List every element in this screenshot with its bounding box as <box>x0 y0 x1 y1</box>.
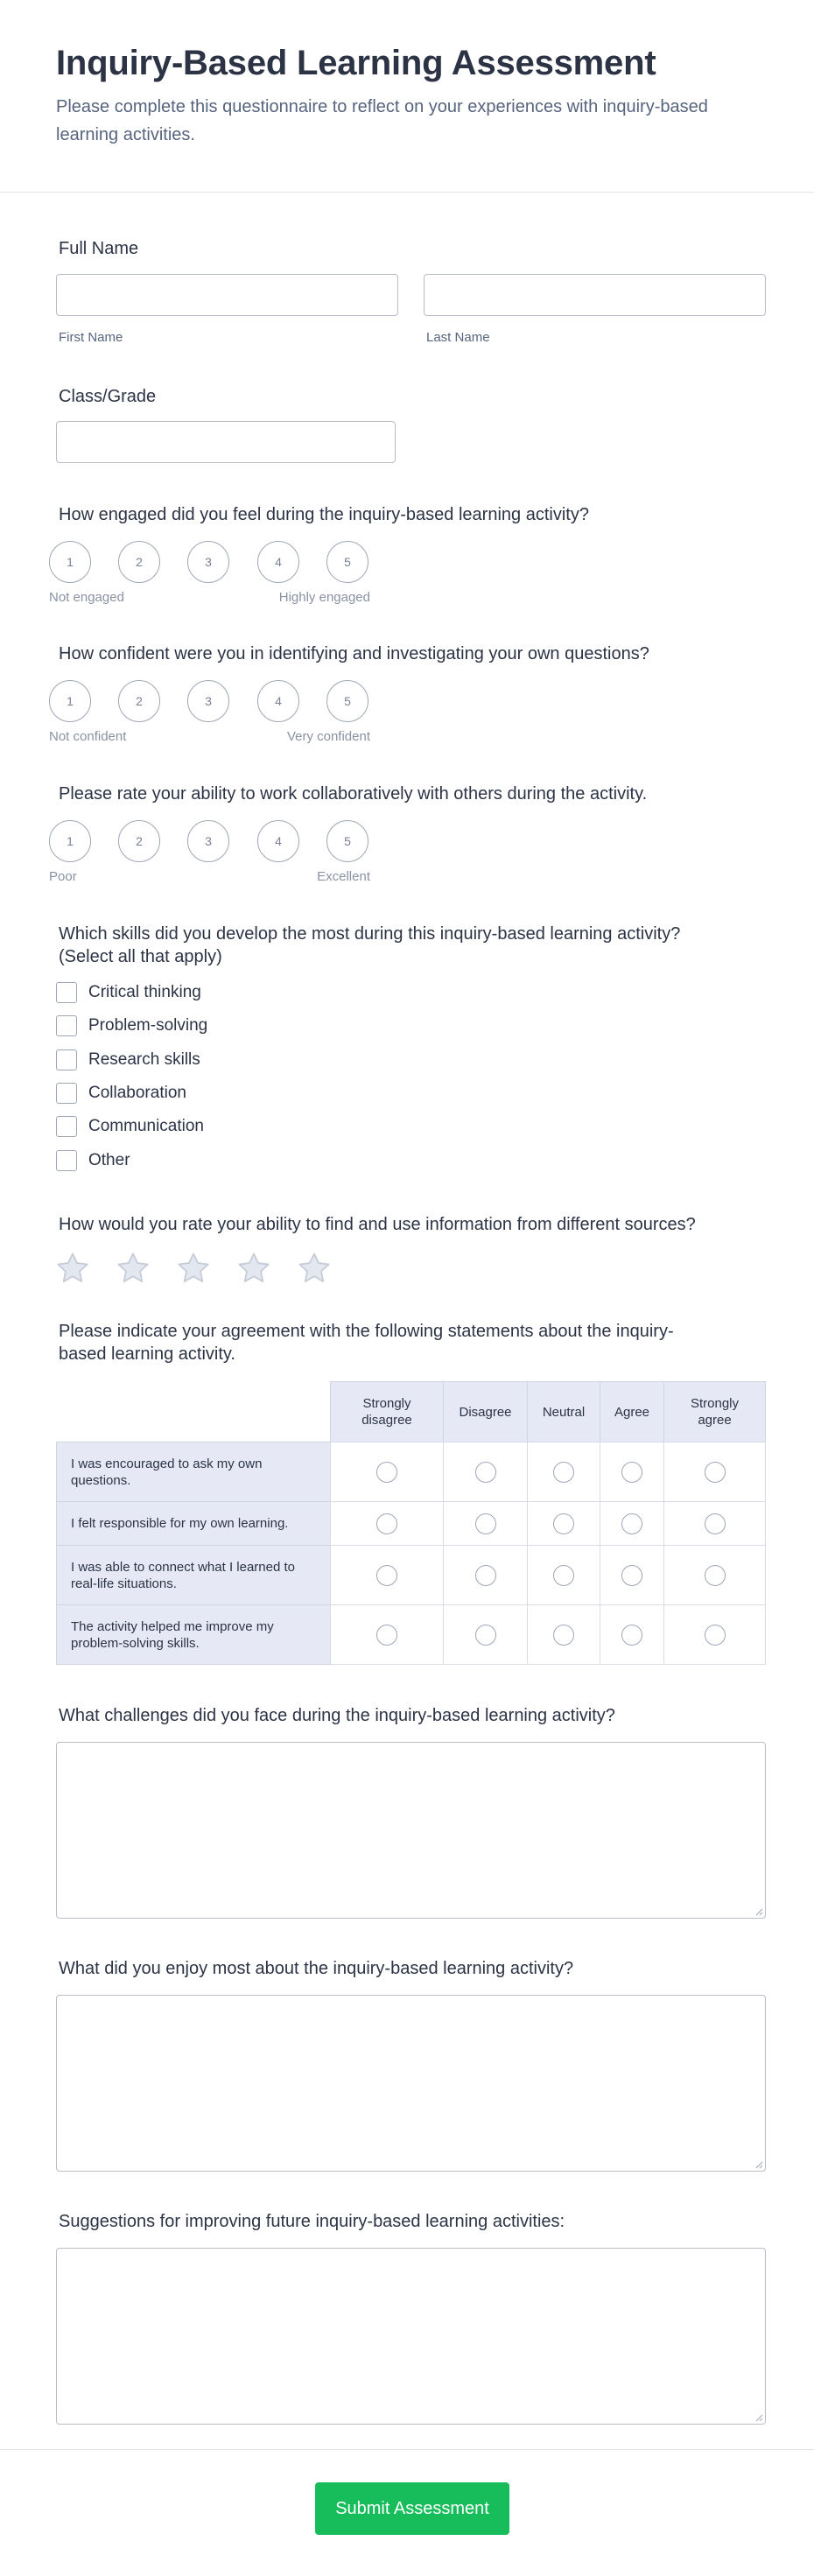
row-line-2: questions. <box>71 1472 131 1488</box>
engagement-option-2[interactable]: 2 <box>118 541 160 583</box>
matrix-radio[interactable] <box>621 1513 642 1534</box>
collaboration-low-label: Poor <box>49 869 77 884</box>
engagement-option-4[interactable]: 4 <box>257 541 299 583</box>
skills-question-line-1: Which skills did you develop the most during this inquiry-based learning activity? <box>59 924 681 944</box>
collaboration-option-4[interactable]: 4 <box>257 820 299 862</box>
matrix-column-strongly-disagree <box>330 1381 444 1442</box>
skills-question <box>59 923 680 968</box>
row-line-1: I was encouraged to ask my own <box>71 1456 263 1471</box>
checkbox-label: Problem-solving <box>88 1016 208 1035</box>
checkbox[interactable] <box>56 1116 77 1137</box>
checkbox-label: Research skills <box>88 1050 200 1069</box>
checkbox[interactable] <box>56 982 77 1003</box>
matrix-cell <box>443 1442 528 1502</box>
matrix-radio[interactable] <box>553 1513 574 1534</box>
skills-question-line-2: (Select all that apply) <box>59 947 222 966</box>
engagement-question: How engaged did you feel during the inquiry-based learning activity? <box>59 505 589 524</box>
matrix-cell <box>600 1501 664 1546</box>
checkbox-label: Other <box>88 1151 130 1169</box>
matrix-row-label <box>56 1442 331 1502</box>
checkbox[interactable] <box>56 1049 77 1070</box>
matrix-radio[interactable] <box>705 1513 726 1534</box>
resize-grip-icon[interactable] <box>754 2160 763 2169</box>
matrix-question <box>59 1320 674 1365</box>
collaboration-scale <box>49 820 382 890</box>
matrix-radio[interactable] <box>621 1625 642 1646</box>
collaboration-high-label: Excellent <box>317 869 370 884</box>
column-line-1: Agree <box>614 1404 650 1420</box>
column-line-1: Strongly <box>690 1396 740 1411</box>
star-icon[interactable] <box>54 1250 91 1287</box>
matrix-radio[interactable] <box>705 1625 726 1646</box>
class-grade-input[interactable] <box>56 421 396 463</box>
suggestions-textarea[interactable] <box>56 2248 766 2425</box>
matrix-radio[interactable] <box>705 1565 726 1586</box>
matrix-radio[interactable] <box>553 1625 574 1646</box>
checkbox-label: Communication <box>88 1117 204 1135</box>
form-subtitle: Please complete this questionnaire to reflect on your experiences with inquiry-based learning activities. <box>56 97 708 144</box>
confidence-option-5[interactable]: 5 <box>326 680 368 722</box>
matrix-radio[interactable] <box>376 1625 397 1646</box>
matrix-cell <box>663 1545 766 1605</box>
matrix-radio[interactable] <box>475 1625 496 1646</box>
last-name-input[interactable] <box>424 274 766 316</box>
row-line-1: I was able to connect what I learned to <box>71 1559 295 1575</box>
form-header <box>0 0 814 193</box>
checkbox[interactable] <box>56 1083 77 1104</box>
matrix-cell <box>443 1501 528 1546</box>
matrix-cell <box>600 1442 664 1502</box>
matrix-radio[interactable] <box>376 1513 397 1534</box>
collaboration-option-2[interactable]: 2 <box>118 820 160 862</box>
row-line-1: The activity helped me improve my <box>71 1618 274 1634</box>
checkbox[interactable] <box>56 1015 77 1036</box>
first-name-sublabel: First Name <box>59 330 123 345</box>
matrix-row-label <box>56 1545 331 1605</box>
matrix-column-disagree <box>443 1381 528 1442</box>
challenges-question: What challenges did you face during the inquiry-based learning activity? <box>59 1706 615 1725</box>
skill-option-critical-thinking[interactable] <box>56 982 406 1005</box>
engagement-scale <box>49 541 382 611</box>
matrix-question-line-1: Please indicate your agreement with the following statements about the inquiry- <box>59 1322 674 1341</box>
confidence-option-1[interactable]: 1 <box>49 680 91 722</box>
matrix-column-agree <box>600 1381 664 1442</box>
matrix-radio[interactable] <box>475 1565 496 1586</box>
matrix-cell <box>527 1604 600 1665</box>
matrix-radio[interactable] <box>553 1565 574 1586</box>
matrix-cell <box>527 1442 600 1502</box>
skill-option-other[interactable] <box>56 1150 406 1173</box>
full-name-label: Full Name <box>59 239 139 258</box>
matrix-radio[interactable] <box>376 1565 397 1586</box>
matrix-radio[interactable] <box>553 1462 574 1483</box>
challenges-textarea[interactable] <box>56 1742 766 1919</box>
confidence-low-label: Not confident <box>49 729 127 744</box>
star-icon[interactable] <box>296 1250 333 1287</box>
star-rating <box>54 1250 352 1288</box>
matrix-cell <box>443 1545 528 1605</box>
row-line-2: problem-solving skills. <box>71 1635 200 1651</box>
column-line-2: disagree <box>361 1413 412 1428</box>
collaboration-question: Please rate your ability to work collaboratively with others during the activity. <box>59 784 648 804</box>
matrix-cell <box>527 1501 600 1546</box>
matrix-cell <box>527 1545 600 1605</box>
resize-grip-icon[interactable] <box>754 2413 763 2422</box>
confidence-scale <box>49 680 382 750</box>
collaboration-option-5[interactable]: 5 <box>326 820 368 862</box>
suggestions-question: Suggestions for improving future inquiry-based learning activities: <box>59 2212 565 2231</box>
matrix-radio[interactable] <box>621 1565 642 1586</box>
engagement-low-label: Not engaged <box>49 590 124 605</box>
star-icon[interactable] <box>235 1250 272 1287</box>
matrix-cell <box>330 1501 444 1546</box>
matrix-radio[interactable] <box>475 1513 496 1534</box>
matrix-cell <box>663 1501 766 1546</box>
agreement-matrix <box>56 1381 766 1665</box>
confidence-option-3[interactable]: 3 <box>187 680 229 722</box>
enjoy-question: What did you enjoy most about the inquiry-based learning activity? <box>59 1959 574 1978</box>
matrix-cell <box>330 1442 444 1502</box>
enjoy-textarea[interactable] <box>56 1995 766 2172</box>
confidence-option-4[interactable]: 4 <box>257 680 299 722</box>
matrix-cell <box>330 1604 444 1665</box>
matrix-column-strongly-agree <box>663 1381 766 1442</box>
matrix-cell <box>443 1604 528 1665</box>
matrix-radio[interactable] <box>705 1462 726 1483</box>
matrix-radio[interactable] <box>376 1462 397 1483</box>
resize-grip-icon[interactable] <box>754 1907 763 1916</box>
column-line-1: Strongly <box>362 1396 411 1411</box>
confidence-high-label: Very confident <box>286 729 370 744</box>
row-line-2: real-life situations. <box>71 1576 177 1591</box>
matrix-radio[interactable] <box>621 1462 642 1483</box>
checkbox[interactable] <box>56 1150 77 1171</box>
checkbox-label: Critical thinking <box>88 983 201 1001</box>
first-name-input[interactable] <box>56 274 398 316</box>
engagement-option-3[interactable]: 3 <box>187 541 229 583</box>
matrix-row-label <box>56 1501 331 1546</box>
matrix-row-label <box>56 1604 331 1665</box>
footer-divider <box>0 2449 814 2450</box>
skill-option-problem-solving[interactable] <box>56 1015 406 1038</box>
column-line-1: Disagree <box>459 1404 512 1420</box>
checkbox-label: Collaboration <box>88 1084 186 1102</box>
star-rating-question: How would you rate your ability to find and use information from different sources? <box>59 1215 696 1234</box>
collaboration-option-3[interactable]: 3 <box>187 820 229 862</box>
column-line-2: agree <box>698 1413 732 1428</box>
column-line-1: Neutral <box>542 1404 586 1420</box>
confidence-option-2[interactable]: 2 <box>118 680 160 722</box>
submit-button[interactable]: Submit Assessment <box>315 2482 509 2535</box>
engagement-option-5[interactable]: 5 <box>326 541 368 583</box>
form-title: Inquiry-Based Learning Assessment <box>56 44 656 82</box>
matrix-cell <box>600 1604 664 1665</box>
matrix-question-line-2: based learning activity. <box>59 1344 235 1364</box>
collaboration-option-1[interactable]: 1 <box>49 820 91 862</box>
matrix-cell <box>600 1545 664 1605</box>
matrix-radio[interactable] <box>475 1462 496 1483</box>
star-icon[interactable] <box>175 1250 212 1287</box>
confidence-question: How confident were you in identifying and investigating your own questions? <box>59 644 649 663</box>
skill-option-research-skills[interactable] <box>56 1049 406 1072</box>
matrix-cell <box>663 1442 766 1502</box>
row-line-1: I felt responsible for my own learning. <box>71 1516 289 1531</box>
engagement-option-1[interactable]: 1 <box>49 541 91 583</box>
matrix-cell <box>663 1604 766 1665</box>
last-name-sublabel: Last Name <box>426 330 490 345</box>
matrix-cell <box>330 1545 444 1605</box>
matrix-column-neutral <box>527 1381 600 1442</box>
star-icon[interactable] <box>115 1250 151 1287</box>
skill-option-collaboration[interactable] <box>56 1083 406 1106</box>
engagement-high-label: Highly engaged <box>278 590 370 605</box>
class-grade-label: Class/Grade <box>59 387 157 406</box>
skill-option-communication[interactable] <box>56 1116 406 1139</box>
